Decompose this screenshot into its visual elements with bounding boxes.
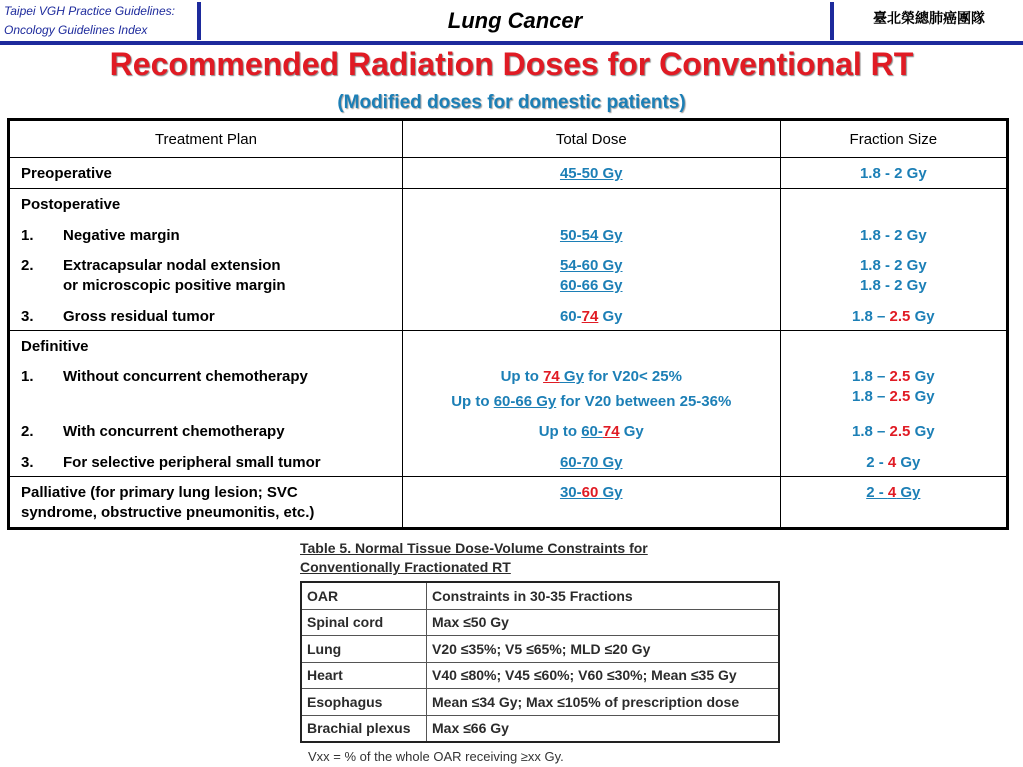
- oar-constraint: Max ≤66 Gy: [427, 715, 780, 742]
- table-row: [301, 689, 779, 716]
- definitive-item-1: 1. Without concurrent chemotherapy: [21, 368, 308, 385]
- postop-item-3: 3. Gross residual tumor: [21, 308, 215, 325]
- table-row: [301, 609, 779, 636]
- guideline-source: [4, 2, 201, 40]
- header-fraction-size: Fraction Size: [780, 120, 1007, 158]
- oar-organ: Spinal cord: [301, 609, 427, 636]
- table-row: [301, 715, 779, 742]
- oar-organ: Esophagus: [301, 689, 427, 716]
- definitive-dose-1a: Up to 74 Gy for V20< 25%: [500, 368, 682, 385]
- palliative-label-line1: Palliative (for primary lung lesion; SVC: [21, 484, 298, 501]
- palliative-fraction: 2 - 4 Gy: [866, 484, 921, 501]
- palliative-dose: 30-60 Gy: [559, 484, 623, 501]
- oar-organ: Brachial plexus: [301, 715, 427, 742]
- header-total-dose: Total Dose: [402, 120, 780, 158]
- palliative-label-line2: syndrome, obstructive pneumonitis, etc.): [21, 504, 315, 521]
- oar-header-constraint: Constraints in 30-35 Fractions: [427, 582, 780, 609]
- postop-dose-3: 60-74 Gy: [559, 308, 623, 325]
- table-row-definitive: [9, 331, 1008, 477]
- definitive-fraction-3: 2 - 4 Gy: [866, 454, 921, 471]
- header-treatment-plan: Treatment Plan: [9, 120, 403, 158]
- definitive-label: Definitive: [21, 338, 89, 355]
- oar-header-row: [301, 582, 779, 609]
- table-row-palliative: [9, 477, 1008, 529]
- preoperative-fraction: 1.8 - 2 Gy: [859, 165, 927, 182]
- table5-caption: [300, 539, 648, 577]
- oar-constraint: Mean ≤34 Gy; Max ≤105% of prescription dose: [427, 689, 780, 716]
- preoperative-label: Preoperative: [21, 165, 112, 182]
- definitive-item-2: 2. With concurrent chemotherapy: [21, 423, 285, 440]
- postop-fraction-2b: 1.8 - 2 Gy: [859, 277, 927, 294]
- postop-dose-2a: 54-60 Gy: [559, 257, 623, 274]
- table-row-preoperative: [9, 158, 1008, 189]
- radiation-dose-table: [7, 118, 1009, 530]
- definitive-item-3: 3. For selective peripheral small tumor: [21, 454, 321, 471]
- postop-item-2-cont: or microscopic positive margin: [63, 277, 286, 294]
- table5-caption-line2: Conventionally Fractionated RT: [300, 559, 511, 575]
- oar-organ: Heart: [301, 662, 427, 689]
- postop-fraction-3: 1.8 – 2.5 Gy: [852, 308, 935, 325]
- team-name: 臺北榮總肺癌團隊: [830, 2, 1023, 40]
- definitive-fraction-1a: 1.8 – 2.5 Gy: [852, 368, 935, 385]
- slide-header: [0, 0, 1023, 44]
- postop-item-1: 1. Negative margin: [21, 227, 180, 244]
- postop-fraction-1: 1.8 - 2 Gy: [859, 227, 927, 244]
- preoperative-dose: 45-50 Gy: [559, 165, 623, 182]
- table5-footnote: Vxx = % of the whole OAR receiving ≥xx Gy.: [308, 749, 564, 764]
- definitive-fraction-2: 1.8 – 2.5 Gy: [852, 423, 935, 440]
- oar-constraint: V20 ≤35%; V5 ≤65%; MLD ≤20 Gy: [427, 636, 780, 663]
- guideline-source-line1: Taipei VGH Practice Guidelines:: [4, 4, 175, 18]
- postop-dose-1: 50-54 Gy: [559, 227, 623, 244]
- oar-constraints-table: [300, 581, 780, 743]
- oar-organ: Lung: [301, 636, 427, 663]
- definitive-dose-1b: Up to 60-66 Gy for V20 between 25-36%: [451, 393, 732, 410]
- oar-header-organ: OAR: [301, 582, 427, 609]
- definitive-dose-2: Up to 60-74 Gy: [538, 423, 644, 440]
- postop-fraction-2a: 1.8 - 2 Gy: [859, 257, 927, 274]
- guideline-source-line2: Oncology Guidelines Index: [4, 23, 148, 37]
- definitive-dose-3: 60-70 Gy: [559, 454, 623, 471]
- table-header-row: [9, 120, 1008, 158]
- oar-constraint: Max ≤50 Gy: [427, 609, 780, 636]
- oar-constraint: V40 ≤80%; V45 ≤60%; V60 ≤30%; Mean ≤35 Gy: [427, 662, 780, 689]
- table-row: [301, 662, 779, 689]
- postop-dose-2b: 60-66 Gy: [559, 277, 623, 294]
- table-row-postoperative: [9, 189, 1008, 331]
- slide-title: Recommended Radiation Doses for Conventional RT: [109, 46, 914, 82]
- table-row: [301, 636, 779, 663]
- slide-subtitle: (Modified doses for domestic patients): [337, 92, 686, 113]
- topic-title: Lung Cancer: [447, 8, 583, 33]
- table5-caption-line1: Table 5. Normal Tissue Dose-Volume Constraints for: [300, 540, 648, 556]
- postop-item-2: 2. Extracapsular nodal extension: [21, 257, 281, 274]
- postoperative-label: Postoperative: [21, 196, 121, 213]
- definitive-fraction-1b: 1.8 – 2.5 Gy: [852, 388, 935, 405]
